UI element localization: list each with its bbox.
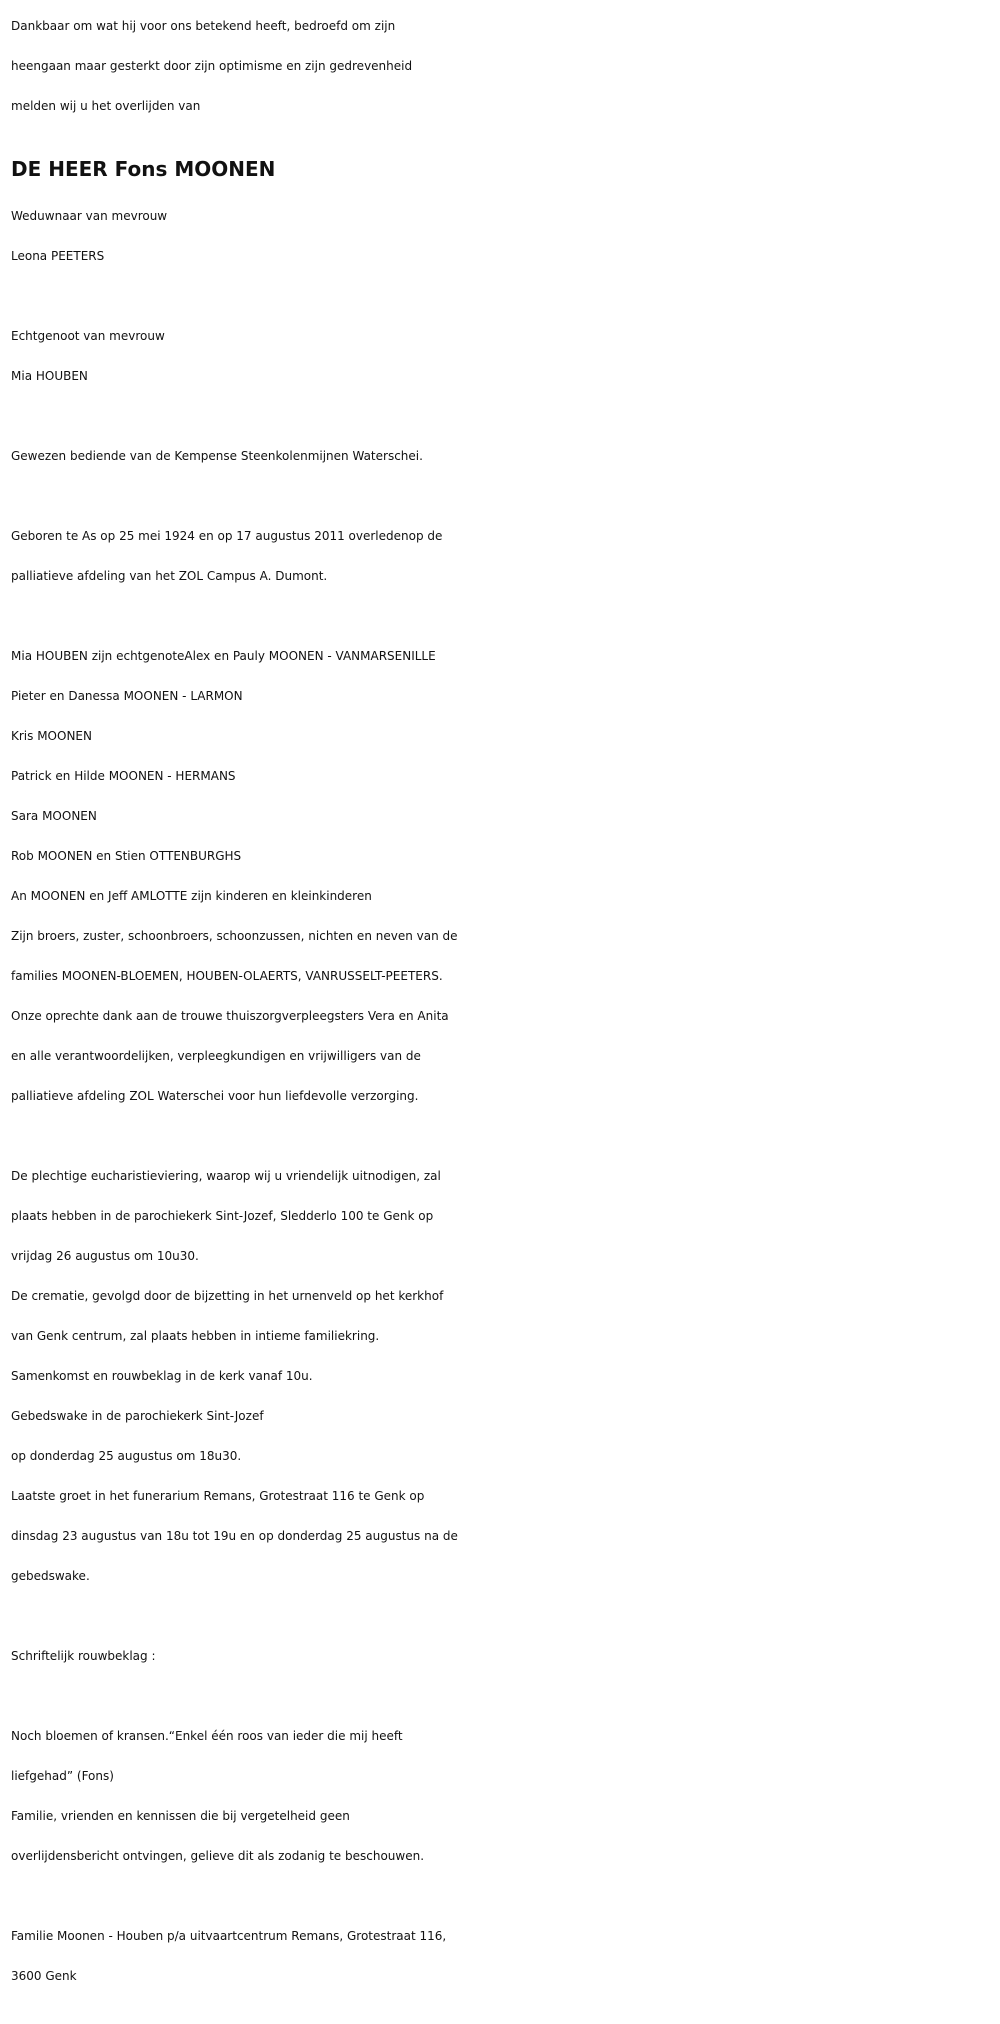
spacer bbox=[11, 1676, 1000, 1716]
text-line: Leona PEETERS bbox=[11, 249, 105, 263]
text-line: Familie Moonen - Houben p/a uitvaartcentrum Remans, Grotestraat 116, bbox=[11, 1929, 447, 1943]
text-line: Gebedswake in de parochiekerk Sint-Jozef bbox=[11, 1409, 264, 1423]
text-line: De crematie, gevolgd door de bijzetting in het urnenveld op het kerkhof bbox=[11, 1289, 444, 1303]
text-line: De plechtige eucharistieviering, waarop wij u vriendelijk uitnodigen, zal bbox=[11, 1169, 441, 1183]
intro-paragraph bbox=[11, 6, 1000, 126]
text-line: van Genk centrum, zal plaats hebben in intieme familiekring. bbox=[11, 1329, 380, 1343]
birth-death-paragraph bbox=[11, 516, 1000, 596]
text-line: Patrick en Hilde MOONEN - HERMANS bbox=[11, 769, 236, 783]
spacer bbox=[11, 476, 1000, 516]
condolence-line: Schriftelijk rouwbeklag : bbox=[11, 1649, 156, 1663]
spacer bbox=[11, 596, 1000, 636]
text-line: Geboren te As op 25 mei 1924 en op 17 augustus 2011 overledenop de bbox=[11, 529, 443, 543]
text-line: Onze oprechte dank aan de trouwe thuiszorgverpleegsters Vera en Anita bbox=[11, 1009, 449, 1023]
text-line: Echtgenoot van mevrouw bbox=[11, 329, 165, 343]
text-line: plaats hebben in de parochiekerk Sint-Jozef, Sledderlo 100 te Genk op bbox=[11, 1209, 434, 1223]
text-line: 3600 Genk bbox=[11, 1969, 77, 1983]
text-line: en alle verantwoordelijken, verpleegkundigen en vrijwilligers van de bbox=[11, 1049, 421, 1063]
text-line: Zijn broers, zuster, schoonbroers, schoonzussen, nichten en neven van de bbox=[11, 929, 458, 943]
text-line: Weduwnaar van mevrouw bbox=[11, 209, 168, 223]
text-line: families MOONEN-BLOEMEN, HOUBEN-OLAERTS, VANRUSSELT-PEETERS. bbox=[11, 969, 443, 983]
text-line: Familie, vrienden en kennissen die bij vergetelheid geen bbox=[11, 1809, 350, 1823]
text-line: palliatieve afdeling van het ZOL Campus A. Dumont. bbox=[11, 569, 328, 583]
text-line: heengaan maar gesterkt door zijn optimisme en zijn gedrevenheid bbox=[11, 59, 413, 73]
text-line: Dankbaar om wat hij voor ons betekend heeft, bedroefd om zijn bbox=[11, 19, 396, 33]
deceased-name: DE HEER Fons MOONEN bbox=[11, 157, 276, 181]
text-line: An MOONEN en Jeff AMLOTTE zijn kinderen en kleinkinderen bbox=[11, 889, 372, 903]
text-line: melden wij u het overlijden van bbox=[11, 99, 201, 113]
text-line: dinsdag 23 augustus van 18u tot 19u en op donderdag 25 augustus na de bbox=[11, 1529, 458, 1543]
spacer bbox=[11, 276, 1000, 316]
text-line: gebedswake. bbox=[11, 1569, 90, 1583]
text-line: op donderdag 25 augustus om 18u30. bbox=[11, 1449, 242, 1463]
spacer bbox=[11, 1876, 1000, 1916]
text-line: overlijdensbericht ontvingen, gelieve dit als zodanig te beschouwen. bbox=[11, 1849, 425, 1863]
widower-paragraph bbox=[11, 196, 1000, 276]
text-line: Kris MOONEN bbox=[11, 729, 92, 743]
text-line: Sara MOONEN bbox=[11, 809, 97, 823]
text-line: Mia HOUBEN zijn echtgenoteAlex en Pauly MOONEN - VANMARSENILLE bbox=[11, 649, 436, 663]
ceremony-paragraph bbox=[11, 1156, 1000, 1596]
text-line: palliatieve afdeling ZOL Waterschei voor hun liefdevolle verzorging. bbox=[11, 1089, 419, 1103]
spacer bbox=[11, 1596, 1000, 1636]
spouse-paragraph bbox=[11, 316, 1000, 396]
text-line: Samenkomst en rouwbeklag in de kerk vanaf 10u. bbox=[11, 1369, 313, 1383]
text-line: liefgehad” (Fons) bbox=[11, 1769, 114, 1783]
text-line: vrijdag 26 augustus om 10u30. bbox=[11, 1249, 199, 1263]
spacer bbox=[11, 396, 1000, 436]
occupation-line: Gewezen bediende van de Kempense Steenkolenmijnen Waterschei. bbox=[11, 449, 423, 463]
requests-paragraph bbox=[11, 1716, 1000, 1876]
address-paragraph bbox=[11, 1916, 1000, 1996]
family-paragraph bbox=[11, 636, 1000, 1116]
text-line: Mia HOUBEN bbox=[11, 369, 88, 383]
text-line: Noch bloemen of kransen.“Enkel één roos van ieder die mij heeft bbox=[11, 1729, 403, 1743]
text-line: Rob MOONEN en Stien OTTENBURGHS bbox=[11, 849, 242, 863]
text-line: Pieter en Danessa MOONEN - LARMON bbox=[11, 689, 243, 703]
text-line: Laatste groet in het funerarium Remans, Grotestraat 116 te Genk op bbox=[11, 1489, 425, 1503]
spacer bbox=[11, 1116, 1000, 1156]
